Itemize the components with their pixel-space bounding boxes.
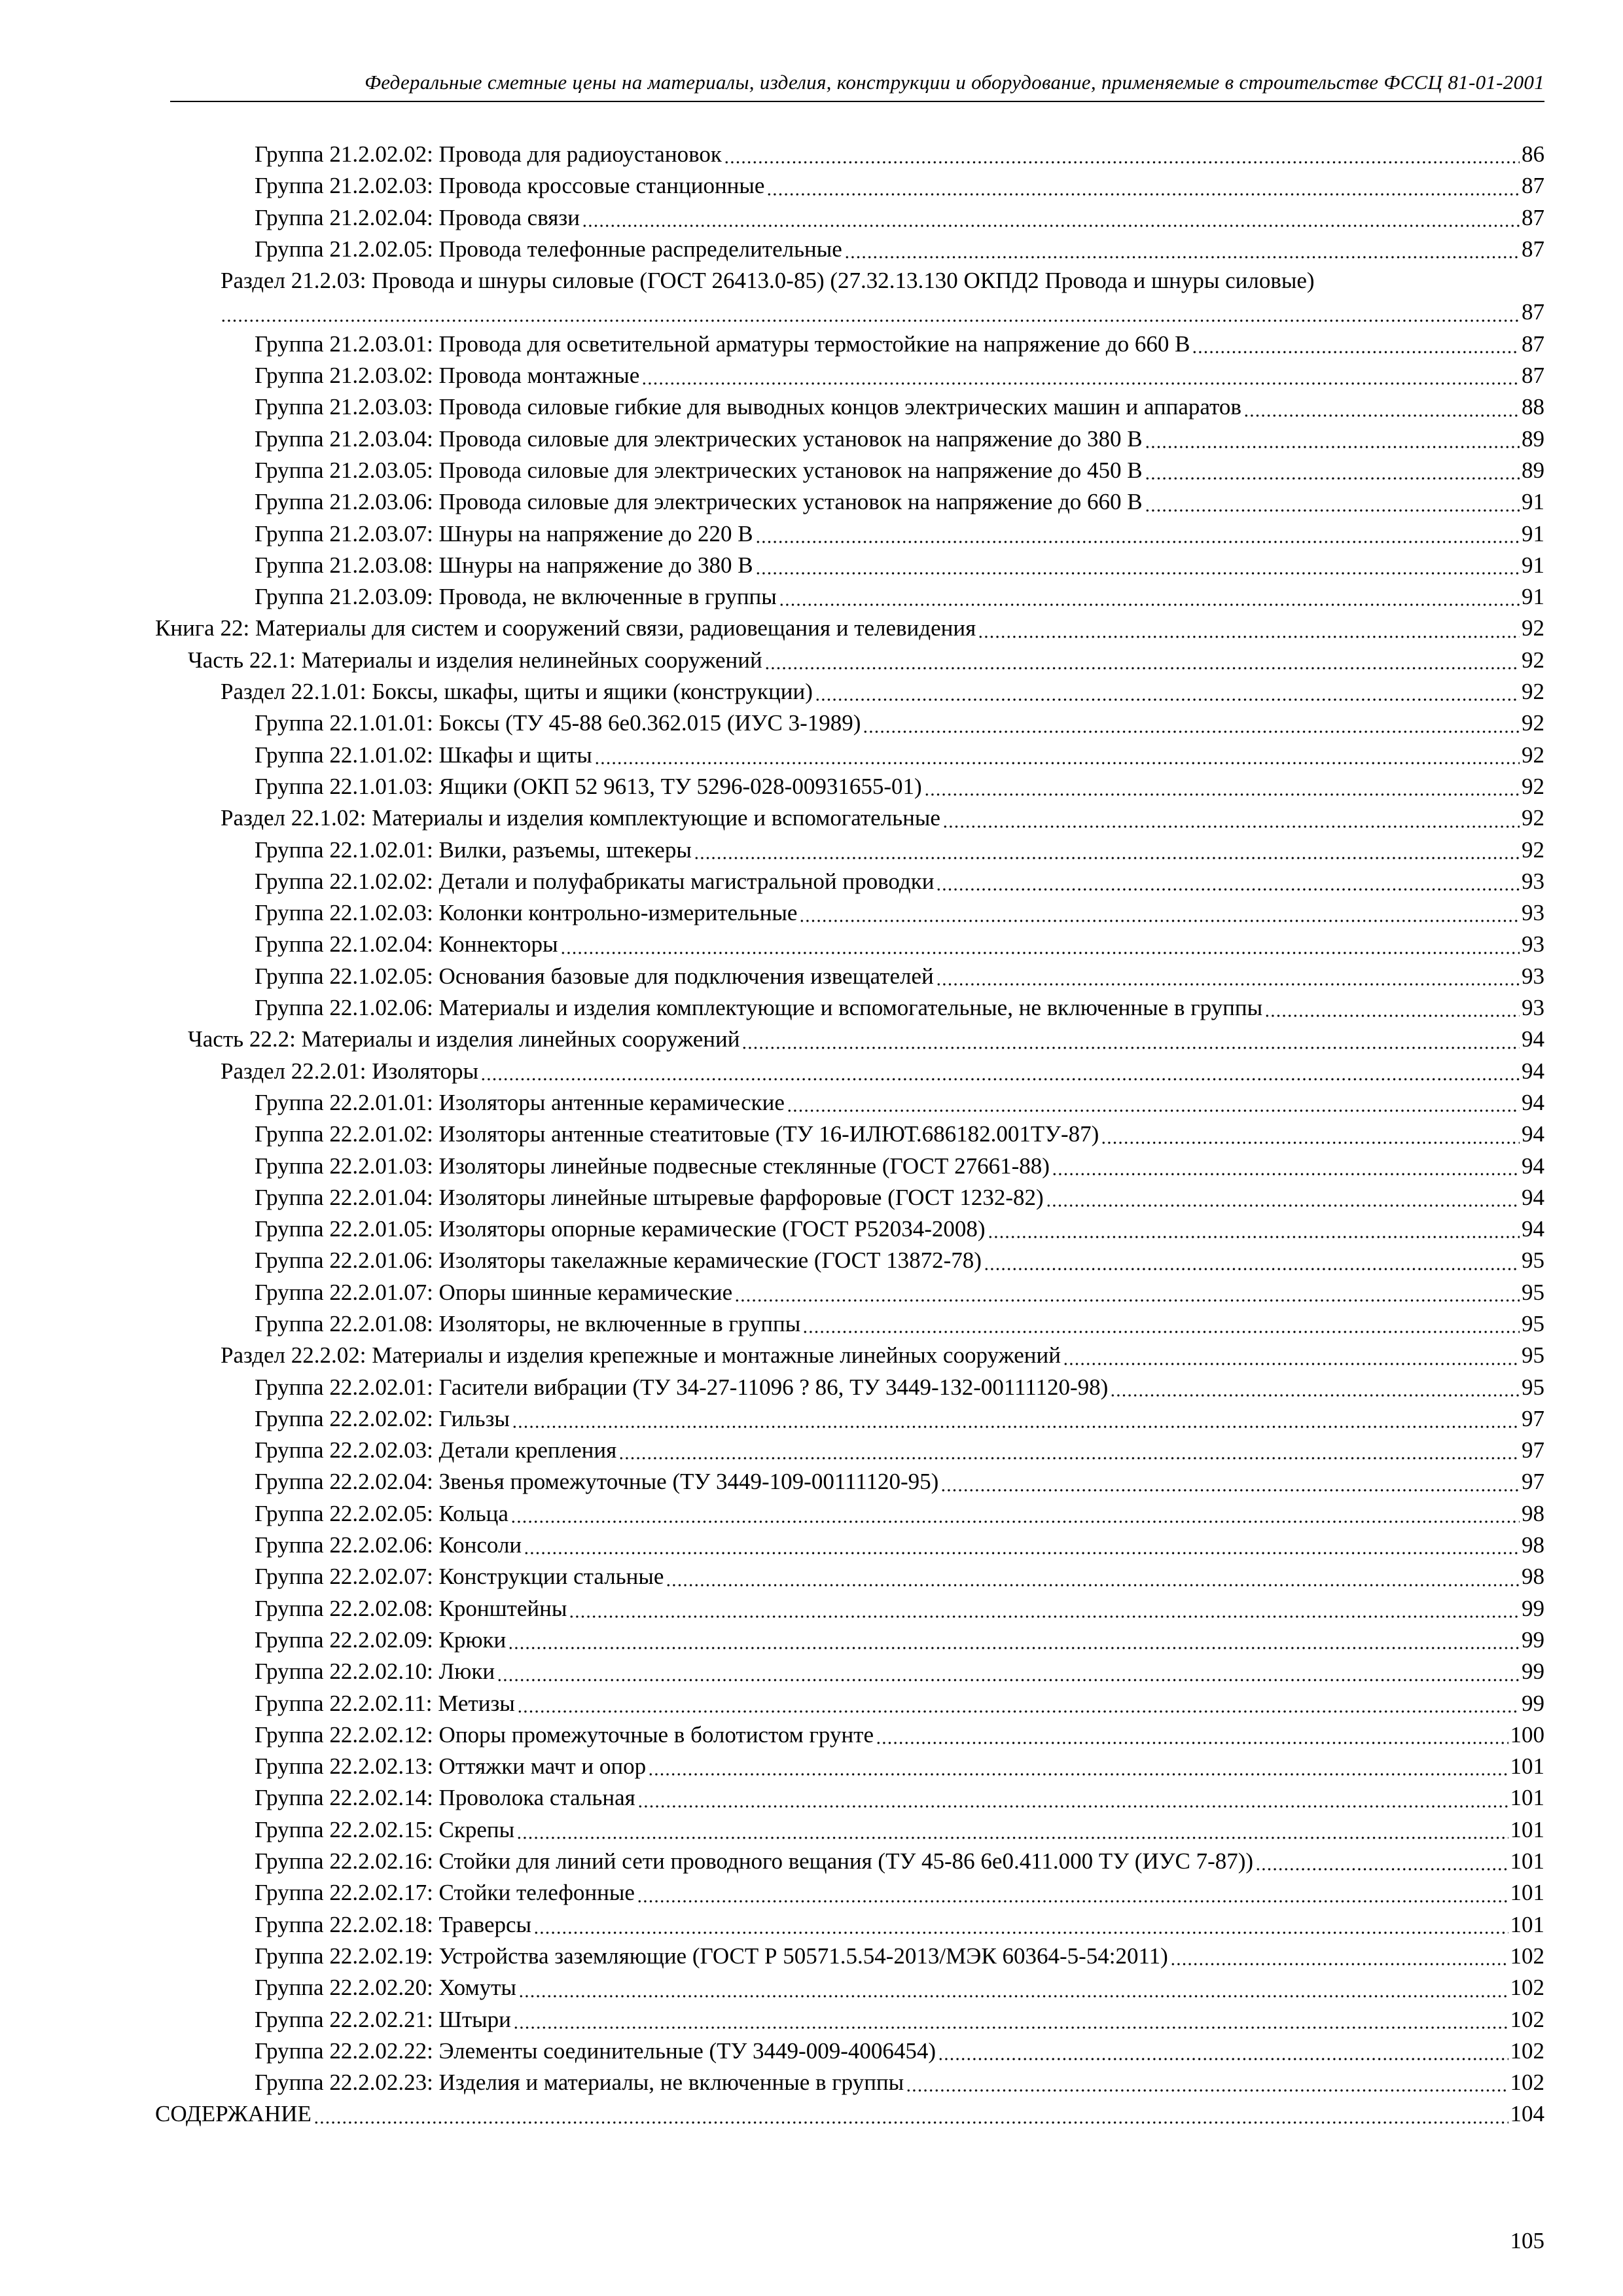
toc-entry[interactable] xyxy=(155,1151,1544,1182)
dot-leader xyxy=(666,1561,1520,1592)
toc-entry-page: 102 xyxy=(1510,2037,1544,2064)
toc-entry[interactable] xyxy=(155,1530,1544,1561)
toc-entry-title: Группа 22.1.02.03: Колонки контрольно-измерительные xyxy=(255,900,798,926)
toc-entry-title: Группа 22.2.01.02: Изоляторы антенные стеатитовые (ТУ 16-ИЛЮТ.686182.001ТУ-87) xyxy=(255,1121,1099,1147)
toc-entry-page: 93 xyxy=(1522,995,1544,1021)
toc-entry[interactable] xyxy=(155,1751,1544,1782)
dot-leader xyxy=(1255,1846,1508,1877)
dot-leader xyxy=(1264,992,1520,1024)
toc-entry-page: 92 xyxy=(1522,805,1544,831)
toc-entry-title: Раздел 22.2.01: Изоляторы xyxy=(221,1058,479,1084)
toc-entry[interactable] xyxy=(155,866,1544,897)
dot-leader xyxy=(1101,1119,1520,1150)
dot-leader xyxy=(755,550,1520,581)
toc-entry[interactable] xyxy=(155,1245,1544,1276)
toc-entry[interactable] xyxy=(155,202,1544,234)
dot-leader xyxy=(637,1877,1508,1909)
toc-entry-page: 102 xyxy=(1510,2006,1544,2032)
toc-entry-title: Группа 21.2.02.04: Провода связи xyxy=(255,204,580,230)
toc-entry-title: Группа 21.2.03.05: Провода силовые для электрических установок на напряжение до 450 В xyxy=(255,457,1143,483)
dot-leader xyxy=(863,708,1520,739)
toc-entry-title: Группа 21.2.03.06: Провода силовые для электрических установок на напряжение до 660 В xyxy=(255,489,1143,515)
toc-entry[interactable] xyxy=(155,1403,1544,1435)
toc-entry[interactable] xyxy=(155,613,1544,644)
toc-entry-title: Группа 22.2.02.11: Метизы xyxy=(255,1690,515,1716)
toc-entry-page: 94 xyxy=(1522,1184,1544,1210)
dot-leader xyxy=(1192,329,1520,360)
dot-leader xyxy=(764,645,1520,676)
dot-leader xyxy=(940,1466,1520,1498)
toc-entry-page: 93 xyxy=(1522,963,1544,989)
toc-entry[interactable] xyxy=(155,486,1544,518)
toc-entry-title: Группа 21.2.02.03: Провода кроссовые станционные xyxy=(255,173,765,199)
dot-leader xyxy=(524,1530,1520,1561)
toc-entry-page: 87 xyxy=(1522,331,1544,357)
page-number: 105 xyxy=(1510,2228,1544,2253)
toc-entry-page: 98 xyxy=(1522,1564,1544,1590)
toc-entry-title: Группа 22.1.01.03: Ящики (ОКП 52 9613, ТУ 5296-028-00931655-01) xyxy=(255,773,922,799)
toc-entry-page: 86 xyxy=(1522,141,1544,167)
dot-leader xyxy=(641,360,1520,391)
toc-entry-title: Группа 21.2.03.01: Провода для осветительной арматуры термостойкие на напряжение до 660 В xyxy=(255,331,1190,357)
toc-entry-title: Раздел 22.2.02: Материалы и изделия крепежные и монтажные линейных сооружений xyxy=(221,1342,1061,1369)
toc-entry[interactable] xyxy=(155,423,1544,455)
toc-entry[interactable] xyxy=(155,771,1544,802)
toc-entry-title: Группа 22.2.01.04: Изоляторы линейные штыревые фарфоровые (ГОСТ 1232-82) xyxy=(255,1184,1044,1210)
toc-entry-page: 97 xyxy=(1522,1469,1544,1495)
dot-leader xyxy=(569,1593,1520,1624)
toc-entry-title: Группа 21.2.03.09: Провода, не включенные в группы xyxy=(255,584,777,610)
dot-leader xyxy=(508,1624,1520,1656)
dot-leader xyxy=(938,2036,1508,2067)
toc-entry-title: Группа 22.2.02.03: Детали крепления xyxy=(255,1437,617,1463)
toc-entry-title: Группа 22.2.02.14: Проволока стальная xyxy=(255,1785,635,1811)
dot-leader xyxy=(516,1814,1508,1846)
toc-entry-title: Группа 22.2.02.09: Крюки xyxy=(255,1626,507,1653)
toc-entry-title: Группа 22.2.02.16: Стойки для линий сети проводного вещания (ТУ 45-86 6е0.411.000 ТУ (ИУС 7-87)) xyxy=(255,1848,1254,1874)
toc-entry-page: 94 xyxy=(1522,1089,1544,1115)
toc-entry-title: Группа 22.2.02.18: Траверсы xyxy=(255,1911,532,1937)
toc-entry[interactable] xyxy=(155,2067,1544,2098)
toc-entry-title: Группа 22.2.02.10: Люки xyxy=(255,1659,495,1685)
toc-entry-title: Раздел 22.1.02: Материалы и изделия комплектующие и вспомогательные xyxy=(221,805,940,831)
dot-leader xyxy=(594,740,1520,771)
toc-entry-page: 98 xyxy=(1522,1532,1544,1558)
toc-entry-title: СОДЕРЖАНИЕ xyxy=(155,2101,312,2127)
toc-entry-page: 98 xyxy=(1522,1500,1544,1526)
toc-entry-page: 102 xyxy=(1510,1943,1544,1969)
toc-entry[interactable] xyxy=(155,676,1544,708)
toc-entry-title: Группа 22.1.02.04: Коннекторы xyxy=(255,931,558,958)
toc-entry[interactable] xyxy=(155,1182,1544,1213)
dot-leader xyxy=(510,1498,1520,1530)
toc-entry[interactable] xyxy=(155,139,1544,170)
toc-entry[interactable] xyxy=(155,1466,1544,1498)
toc-entry-title: Группа 21.2.03.04: Провода силовые для электрических установок на напряжение до 380 В xyxy=(255,425,1143,452)
toc-entry-title: Группа 21.2.02.05: Провода телефонные распределительные xyxy=(255,236,842,262)
toc-entry-page: 95 xyxy=(1522,1279,1544,1305)
dot-leader xyxy=(766,170,1520,202)
toc-entry-page: 94 xyxy=(1522,1121,1544,1147)
dot-leader xyxy=(1063,1340,1520,1371)
toc-entry[interactable] xyxy=(155,550,1544,581)
toc-entry-title: Группа 22.2.02.20: Хомуты xyxy=(255,1975,516,2001)
dot-leader xyxy=(1046,1182,1520,1213)
toc-entry-page: 87 xyxy=(1522,363,1544,389)
toc-entry-title: Группа 22.2.01.06: Изоляторы такелажные керамические (ГОСТ 13872-78) xyxy=(255,1247,982,1274)
toc-entry[interactable] xyxy=(155,234,1544,265)
dot-leader xyxy=(906,2067,1508,2098)
dot-leader xyxy=(815,676,1520,708)
dot-leader xyxy=(724,139,1520,170)
toc-entry-page: 89 xyxy=(1522,457,1544,483)
dot-leader xyxy=(876,1719,1508,1751)
toc-entry-title: Группа 22.2.01.08: Изоляторы, не включенные в группы xyxy=(255,1310,801,1336)
toc-entry-title: Группа 21.2.03.03: Провода силовые гибкие для выводных концов электрических машин и аппаратов xyxy=(255,394,1241,420)
toc-entry-title: Группа 22.2.02.01: Гасители вибрации (ТУ 34-27-11096 ? 86, ТУ 3449-132-00111120-98) xyxy=(255,1374,1109,1400)
toc-entry-title: Книга 22: Материалы для систем и сооружений связи, радиовещания и телевидения xyxy=(155,615,976,641)
dot-leader xyxy=(779,581,1520,613)
dot-leader xyxy=(533,1909,1508,1941)
toc-entry[interactable] xyxy=(155,329,1544,360)
toc-entry-title: Часть 22.2: Материалы и изделия линейных сооружений xyxy=(188,1026,740,1052)
toc-entry-title: Часть 22.1: Материалы и изделия нелинейных сооружений xyxy=(188,647,762,673)
toc-entry[interactable] xyxy=(155,1688,1544,1719)
dot-leader xyxy=(648,1751,1508,1782)
dot-leader xyxy=(1110,1372,1520,1403)
toc-entry-page: 95 xyxy=(1522,1374,1544,1400)
toc-entry-page: 102 xyxy=(1510,1975,1544,2001)
toc-entry-title: Раздел 22.1.01: Боксы, шкафы, щиты и ящики (конструкции) xyxy=(221,679,813,705)
toc-entry-page: 93 xyxy=(1522,931,1544,958)
toc-entry[interactable] xyxy=(155,1782,1544,1814)
dot-leader xyxy=(221,296,1520,328)
dot-leader xyxy=(802,1308,1520,1340)
toc-entry-title: Группа 22.1.02.02: Детали и полуфабрикаты магистральной проводки xyxy=(255,868,935,894)
toc-entry-title: Группа 21.2.02.02: Провода для радиоустановок xyxy=(255,141,722,167)
toc-entry[interactable] xyxy=(155,1656,1544,1687)
toc-entry[interactable] xyxy=(155,1277,1544,1308)
toc-entry-page: 101 xyxy=(1510,1848,1544,1874)
toc-entry[interactable] xyxy=(155,1087,1544,1119)
toc-entry-title: Группа 22.2.02.02: Гильзы xyxy=(255,1405,510,1431)
toc-entry[interactable] xyxy=(155,1941,1544,1972)
toc-entry[interactable] xyxy=(155,1372,1544,1403)
toc-entry[interactable] xyxy=(155,360,1544,391)
toc-entry[interactable] xyxy=(155,1308,1544,1340)
toc-entry-page: 99 xyxy=(1522,1659,1544,1685)
toc-entry-page: 97 xyxy=(1522,1405,1544,1431)
toc-entry-title: Группа 21.2.03.02: Провода монтажные xyxy=(255,363,640,389)
running-header: Федеральные сметные цены на материалы, изделия, конструкции и оборудование, применяемые в строительстве ФССЦ 81-01-2001 xyxy=(170,71,1544,102)
dot-leader xyxy=(924,771,1520,802)
toc-entry-page: 92 xyxy=(1522,710,1544,736)
toc-entry-title: Группа 22.2.02.06: Консоли xyxy=(255,1532,522,1558)
table-of-contents xyxy=(155,139,1544,2130)
toc-entry-page: 101 xyxy=(1510,1911,1544,1937)
toc-entry-page: 93 xyxy=(1522,868,1544,894)
dot-leader xyxy=(480,1056,1520,1087)
dot-leader xyxy=(799,897,1520,929)
dot-leader xyxy=(1243,391,1520,423)
toc-entry-title: Группа 22.2.02.07: Конструкции стальные xyxy=(255,1564,664,1590)
toc-entry-title: Группа 22.2.02.23: Изделия и материалы, не включенные в группы xyxy=(255,2070,904,2096)
dot-leader xyxy=(518,1972,1508,2003)
dot-leader xyxy=(988,1213,1520,1245)
toc-entry-title: Группа 22.1.02.01: Вилки, разъемы, штекеры xyxy=(255,836,692,863)
dot-leader xyxy=(517,1688,1520,1719)
dot-leader xyxy=(1145,486,1520,518)
toc-entry-page: 92 xyxy=(1522,742,1544,768)
toc-entry[interactable] xyxy=(155,1624,1544,1656)
toc-entry-page: 94 xyxy=(1522,1026,1544,1052)
toc-entry[interactable] xyxy=(155,170,1544,202)
toc-entry-title: Группа 22.2.02.05: Кольца xyxy=(255,1500,508,1526)
dot-leader xyxy=(1145,423,1520,455)
dot-leader xyxy=(513,2004,1508,2036)
toc-entry[interactable] xyxy=(155,1972,1544,2003)
dot-leader xyxy=(787,1087,1520,1119)
toc-entry-page: 93 xyxy=(1522,900,1544,926)
toc-entry-page: 91 xyxy=(1522,489,1544,515)
toc-entry-page: 99 xyxy=(1522,1626,1544,1653)
dot-leader xyxy=(582,202,1520,234)
dot-leader xyxy=(313,2098,1508,2130)
toc-entry[interactable] xyxy=(155,834,1544,866)
toc-entry[interactable] xyxy=(155,1561,1544,1592)
dot-leader xyxy=(755,518,1520,550)
toc-entry-title: Группа 22.2.02.21: Штыри xyxy=(255,2006,511,2032)
toc-entry-title: Группа 22.2.02.12: Опоры промежуточные в болотистом грунте xyxy=(255,1721,874,1748)
toc-entry-page: 92 xyxy=(1522,679,1544,705)
dot-leader xyxy=(978,613,1520,644)
toc-entry-page: 95 xyxy=(1522,1247,1544,1274)
toc-entry-title: Группа 22.1.02.05: Основания базовые для подключения извещателей xyxy=(255,963,934,989)
toc-entry[interactable] xyxy=(155,2004,1544,2036)
toc-entry-page: 92 xyxy=(1522,647,1544,673)
toc-entry-page: 91 xyxy=(1522,520,1544,547)
toc-entry-page: 87 xyxy=(1522,236,1544,262)
toc-entry-title: Группа 22.2.02.08: Кронштейны xyxy=(255,1595,567,1621)
dot-leader xyxy=(637,1782,1508,1814)
toc-entry[interactable] xyxy=(155,1814,1544,1846)
toc-entry-page: 101 xyxy=(1510,1753,1544,1780)
toc-entry[interactable] xyxy=(155,1213,1544,1245)
toc-entry-page: 89 xyxy=(1522,425,1544,452)
toc-entry-page: 97 xyxy=(1522,1437,1544,1463)
toc-entry-title: Группа 22.2.02.17: Стойки телефонные xyxy=(255,1880,635,1906)
toc-entry[interactable] xyxy=(155,455,1544,486)
dot-leader xyxy=(984,1245,1520,1276)
toc-entry-page: 87 xyxy=(1522,204,1544,230)
toc-entry-page: 94 xyxy=(1522,1216,1544,1242)
toc-entry[interactable] xyxy=(155,740,1544,771)
dot-leader xyxy=(734,1277,1520,1308)
dot-leader xyxy=(618,1435,1520,1466)
dot-leader xyxy=(512,1403,1520,1435)
dot-leader xyxy=(1145,455,1520,486)
toc-entry[interactable] xyxy=(155,1498,1544,1530)
toc-entry-page: 95 xyxy=(1522,1342,1544,1369)
dot-leader xyxy=(741,1024,1520,1055)
toc-entry-page: 94 xyxy=(1522,1153,1544,1179)
toc-entry[interactable] xyxy=(155,2098,1544,2130)
toc-entry[interactable] xyxy=(155,1024,1544,1055)
toc-entry[interactable] xyxy=(155,929,1544,960)
toc-entry[interactable] xyxy=(155,708,1544,739)
toc-entry-title: Группа 22.2.02.13: Оттяжки мачт и опор xyxy=(255,1753,647,1780)
dot-leader xyxy=(936,961,1520,992)
toc-entry[interactable] xyxy=(155,645,1544,676)
toc-entry-title: Группа 22.1.01.02: Шкафы и щиты xyxy=(255,742,592,768)
toc-entry-page: 91 xyxy=(1522,584,1544,610)
toc-entry[interactable] xyxy=(155,1340,1544,1371)
toc-entry-page: 88 xyxy=(1522,394,1544,420)
toc-entry-page: 92 xyxy=(1522,836,1544,863)
toc-entry[interactable] xyxy=(155,1909,1544,1941)
toc-entry-page: 87 xyxy=(1522,299,1544,325)
toc-entry-page: 87 xyxy=(1522,173,1544,199)
dot-leader xyxy=(694,834,1520,866)
toc-entry-page: 101 xyxy=(1510,1816,1544,1842)
toc-entry-page: 94 xyxy=(1522,1058,1544,1084)
toc-entry-title: Раздел 21.2.03: Провода и шнуры силовые (ГОСТ 26413.0-85) (27.32.13.130 ОКПД2 Провода и шнуры силовые) xyxy=(221,268,1315,294)
dot-leader xyxy=(497,1656,1520,1687)
toc-entry-title: Группа 22.2.02.04: Звенья промежуточные (ТУ 3449-109-00111120-95) xyxy=(255,1469,939,1495)
toc-entry-page: 101 xyxy=(1510,1785,1544,1811)
dot-leader xyxy=(844,234,1520,265)
toc-entry[interactable] xyxy=(155,992,1544,1024)
toc-entry-title: Группа 22.2.01.03: Изоляторы линейные подвесные стеклянные (ГОСТ 27661-88) xyxy=(255,1153,1050,1179)
toc-entry-page: 100 xyxy=(1510,1721,1544,1748)
toc-entry[interactable] xyxy=(155,1056,1544,1087)
toc-entry[interactable] xyxy=(155,265,1544,296)
toc-entry-page: 91 xyxy=(1522,552,1544,578)
dot-leader xyxy=(560,929,1520,960)
toc-entry[interactable] xyxy=(155,1593,1544,1624)
toc-entry[interactable] xyxy=(155,961,1544,992)
toc-entry[interactable] xyxy=(155,518,1544,550)
toc-entry[interactable] xyxy=(155,2036,1544,2067)
dot-leader xyxy=(936,866,1520,897)
dot-leader xyxy=(1170,1941,1508,1972)
toc-entry-page: 104 xyxy=(1510,2101,1544,2127)
toc-entry[interactable] xyxy=(155,296,1544,328)
toc-entry-page: 95 xyxy=(1522,1310,1544,1336)
toc-entry[interactable] xyxy=(155,1119,1544,1150)
toc-entry-title: Группа 22.2.02.19: Устройства заземляющие (ГОСТ Р 50571.5.54-2013/МЭК 60364-5-54:2011) xyxy=(255,1943,1168,1969)
toc-entry-page: 92 xyxy=(1522,773,1544,799)
toc-entry-title: Группа 22.2.02.15: Скрепы xyxy=(255,1816,515,1842)
toc-entry-page: 101 xyxy=(1510,1880,1544,1906)
toc-entry-title: Группа 22.2.02.22: Элементы соединительные (ТУ 3449-009-4006454) xyxy=(255,2037,936,2064)
toc-entry-title: Группа 22.2.01.05: Изоляторы опорные керамические (ГОСТ Р52034-2008) xyxy=(255,1216,986,1242)
toc-entry-title: Группа 21.2.03.07: Шнуры на напряжение до 220 В xyxy=(255,520,753,547)
toc-entry[interactable] xyxy=(155,802,1544,834)
toc-entry-page: 99 xyxy=(1522,1690,1544,1716)
toc-entry[interactable] xyxy=(155,391,1544,423)
toc-entry[interactable] xyxy=(155,581,1544,613)
toc-entry[interactable] xyxy=(155,1846,1544,1877)
toc-entry[interactable] xyxy=(155,1877,1544,1909)
dot-leader xyxy=(1052,1151,1520,1182)
toc-entry-title: Группа 22.1.01.01: Боксы (ТУ 45-88 6е0.362.015 (ИУС 3-1989) xyxy=(255,710,861,736)
toc-entry-title: Группа 21.2.03.08: Шнуры на напряжение до 380 В xyxy=(255,552,753,578)
toc-entry-title: Группа 22.2.01.07: Опоры шинные керамические xyxy=(255,1279,733,1305)
dot-leader xyxy=(942,802,1520,834)
toc-entry-title: Группа 22.1.02.06: Материалы и изделия комплектующие и вспомогательные, не включенные в группы xyxy=(255,995,1263,1021)
toc-entry-page: 92 xyxy=(1522,615,1544,641)
toc-entry-title: Группа 22.2.01.01: Изоляторы антенные керамические xyxy=(255,1089,785,1115)
toc-entry[interactable] xyxy=(155,1719,1544,1751)
toc-entry[interactable] xyxy=(155,1435,1544,1466)
toc-entry[interactable] xyxy=(155,897,1544,929)
toc-entry-page: 99 xyxy=(1522,1595,1544,1621)
toc-entry-page: 102 xyxy=(1510,2070,1544,2096)
